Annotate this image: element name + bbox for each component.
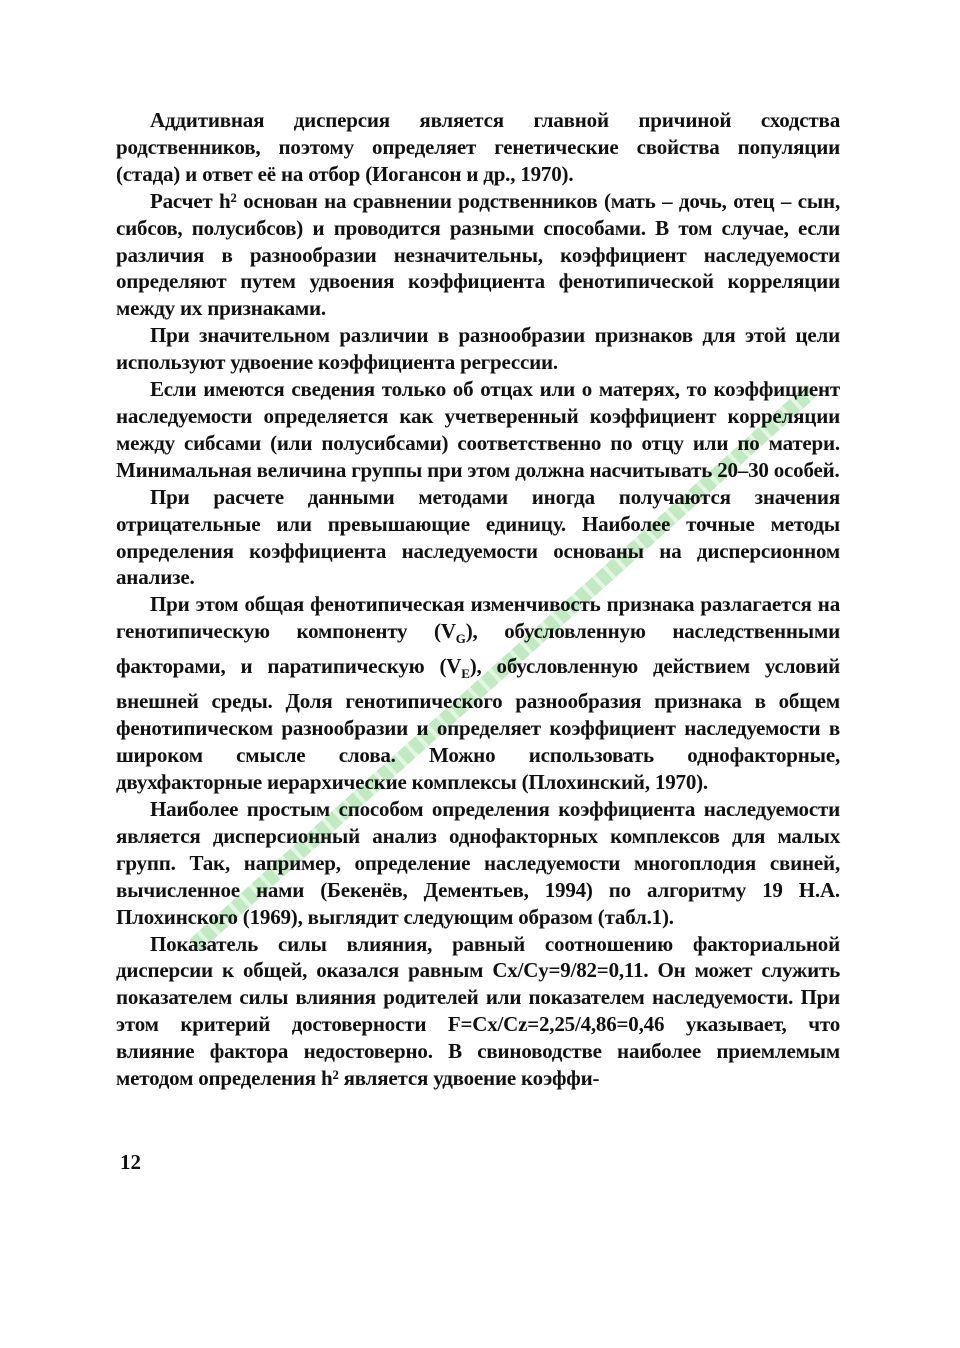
paragraph-7: Наиболее простым способом определения коэффициента наследуемости является дисперсионный анализ однофакторных комплексов для малых групп. Так, например, определение наследуемости многоплодия свиней, вычисленное нами (Бекенёв, Дементьев, 1994) по алгоритму 19 Н.А. Плохинского (1969), выглядит следующим образом (табл.1).: [116, 797, 840, 929]
paragraph-1: Аддитивная дисперсия является главной причиной сходства родственников, поэтому определяет генетические свойства популяции (стада) и ответ её на отбор (Иогансон и др., 1970).: [116, 108, 840, 186]
paragraph-3: При значительном различии в разнообразии признаков для этой цели используют удвоение коэффициента регрессии.: [116, 323, 840, 375]
paragraph-2: Расчет h² основан на сравнении родственников (мать – дочь, отец – сын, сибсов, полусибсов) и проводится разными способами. В том случае, если различия в разнообразии незначительны, коэффициент наследуемости определяют путем удвоения коэффициента фенотипической корреляции между их признаками.: [116, 188, 840, 321]
page-number: 12: [120, 1150, 141, 1174]
paragraph-8: Показатель силы влияния, равный соотношению факториальной дисперсии к общей, оказался равным Cx/Cy=9/82=0,11. Он может служить показателем силы влияния родителей или показателем наследуемости. При этом критерий достоверности F=Cx/Cz=2,25/4,86=0,46 указывает, что влияние фактора недостоверно. В свиноводстве наиболее приемлемым методом определения h² является удвоение коэффи-: [116, 931, 840, 1091]
paragraph-6: При этом общая фенотипическая изменчивость признака разлагается на генотипическую компоненту $(V_G)$, обусловленную наследственными факторами, и паратипическую $(V_E)$, обусловленную действием условий внешней среды. Доля генотипического разнообразия признака в общем фенотипическом разнообразии и определяет коэффициент наследуемости в широком смысле слова. Можно использовать однофакторные, двухфакторные иерархические комплексы (Плохинский, 1970).: [116, 592, 841, 795]
paragraph-5: При расчете данными методами иногда получаются значения отрицательные или превышающие единицу. Наиболее точные методы определения коэффициента наследуемости основаны на дисперсионном анализе.: [116, 484, 840, 590]
page-body: [116, 107, 840, 1092]
paragraph-4: Если имеются сведения только об отцах или о матерях, то коэффициент наследуемости определяется как учетверенный коэффициент корреляции между сибсами (или полусибсами) соответственно по отцу или по матери. Минимальная величина группы при этом должна насчитывать 20–30 особей.: [116, 377, 840, 482]
